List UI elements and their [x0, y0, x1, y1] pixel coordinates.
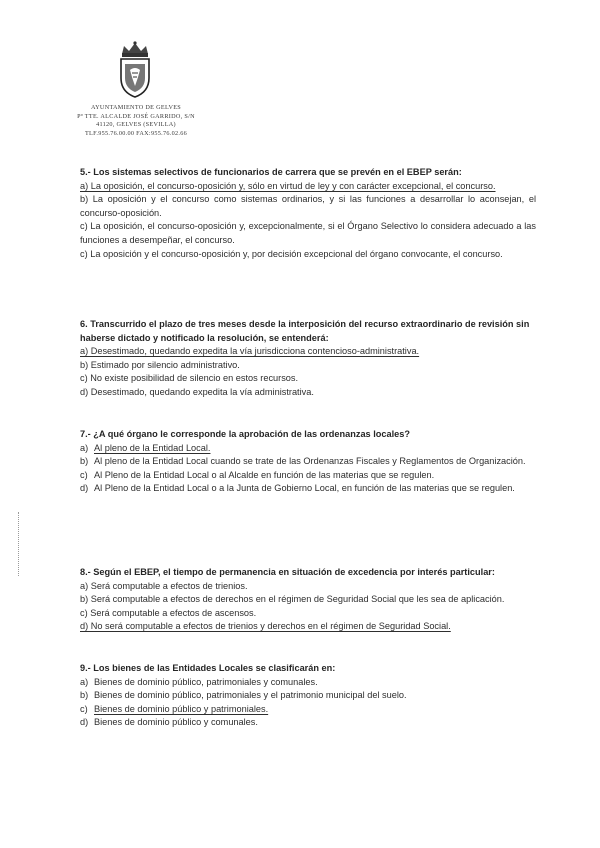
answer-option	[80, 442, 536, 456]
answer-text: Al Pleno de la Entidad Local o a la Junta de Gobierno Local, en función de las materias que se regulen.	[94, 483, 515, 494]
answer-text: c) No existe posibilidad de silencio en estos recursos.	[80, 373, 299, 384]
answer-letter: d)	[80, 483, 89, 494]
answer-text: b) Estimado por silencio administrativo.	[80, 359, 240, 370]
answer-option	[80, 676, 536, 690]
question-title: 7.- ¿A qué órgano le corresponde la aprobación de las ordenanzas locales?	[80, 429, 410, 439]
answer-text: Bienes de dominio público y comunales.	[94, 717, 258, 728]
answer-text: Bienes de dominio público, patrimoniales y comunales.	[94, 676, 318, 687]
question-5	[80, 166, 536, 261]
answer-letter: a)	[80, 676, 89, 687]
answer-letter: b)	[80, 690, 89, 701]
answer-text: b) La oposición y el concurso como sistemas ordinarios, y si las funciones a desarrollar lo aconsejan, el concurso-oposición.	[80, 194, 536, 218]
answer-option	[80, 220, 536, 247]
answer-text: c) La oposición, el concurso-oposición y, excepcionalmente, si el Órgano Selectivo lo considera adecuado a las funciones a desempeñar, el concurso.	[80, 221, 536, 245]
margin-marks	[18, 512, 23, 576]
answer-option	[80, 703, 536, 717]
question-title: 6. Transcurrido el plazo de tres meses desde la interposición del recurso extraordinario de revisión sin haberse dictado y notificado la resolución, se entenderá:	[80, 319, 530, 343]
letterhead-line: Pº TTE. ALCALDE JOSÉ GARRIDO, S/N	[77, 112, 195, 120]
answer-text: d) No será computable a efectos de trienios y derechos en el régimen de Seguridad Social.	[80, 621, 451, 632]
answer-text: a) Desestimado, quedando expedita la vía jurisdicciona contencioso-administrativa.	[80, 346, 420, 357]
letterhead-line: 41120, GELVES (SEVILLA)	[96, 121, 176, 129]
question-8	[80, 566, 536, 634]
answer-letter: c)	[80, 703, 88, 714]
question-6	[80, 318, 536, 400]
answer-option	[80, 372, 536, 386]
answer-option	[80, 193, 536, 220]
answer-text: Bienes de dominio público, patrimoniales y el patrimonio municipal del suelo.	[94, 690, 407, 701]
letterhead-line: AYUNTAMIENTO DE GELVES	[90, 104, 182, 111]
answer-option	[80, 386, 536, 400]
answer-option	[80, 716, 536, 730]
answer-text: c) Será computable a efectos de ascensos.	[80, 607, 257, 618]
question-title: 5.- Los sistemas selectivos de funcionarios de carrera que se prevén en el EBEP serán:	[80, 167, 462, 177]
question-title: 9.- Los bienes de las Entidades Locales se clasificarán en:	[80, 663, 336, 673]
answer-option	[80, 248, 536, 262]
answer-letter: c)	[80, 469, 88, 480]
answer-option	[80, 469, 536, 483]
answer-option	[80, 580, 536, 594]
answer-option	[80, 455, 536, 469]
answer-text: a) Será computable a efectos de trienios.	[80, 580, 248, 591]
coat-of-arms-icon	[112, 40, 158, 100]
answer-letter: b)	[80, 456, 89, 467]
answer-option	[80, 359, 536, 373]
answer-text: Bienes de dominio público y patrimoniales.	[94, 703, 269, 714]
answer-text: d) Desestimado, quedando expedita la vía administrativa.	[80, 386, 314, 397]
answer-option	[80, 620, 536, 634]
answer-text: Al pleno de la Entidad Local.	[94, 442, 211, 453]
answer-option	[80, 593, 536, 607]
question-9	[80, 662, 536, 730]
question-7	[80, 428, 536, 496]
answer-letter: a)	[80, 442, 89, 453]
answer-letter: d)	[80, 717, 89, 728]
answer-text: b) Será computable a efectos de derechos en el régimen de Seguridad Social que les sea de aplicación.	[80, 594, 505, 605]
answer-text: Al pleno de la Entidad Local cuando se trate de las Ordenanzas Fiscales y Reglamentos de Organización.	[94, 456, 526, 467]
answer-option	[80, 180, 536, 194]
answer-option	[80, 689, 536, 703]
letterhead	[66, 104, 206, 138]
answer-option	[80, 482, 536, 496]
answer-text: a) La oposición, el concurso-oposición y, sólo en virtud de ley y con carácter excepcional, el concurso.	[80, 180, 496, 191]
question-title: 8.- Según el EBEP, el tiempo de permanencia en situación de excedencia por interés particular:	[80, 567, 495, 577]
answer-text: Al Pleno de la Entidad Local o al Alcalde en función de las materias que se regulen.	[94, 469, 435, 480]
letterhead-line: TLF.955.76.00.00 FAX:955.76.02.66	[84, 129, 188, 137]
answer-option	[80, 607, 536, 621]
answer-option	[80, 345, 536, 359]
answer-text: c) La oposición y el concurso-oposición y, por decisión excepcional del órgano convocante, el concurso.	[80, 248, 503, 259]
